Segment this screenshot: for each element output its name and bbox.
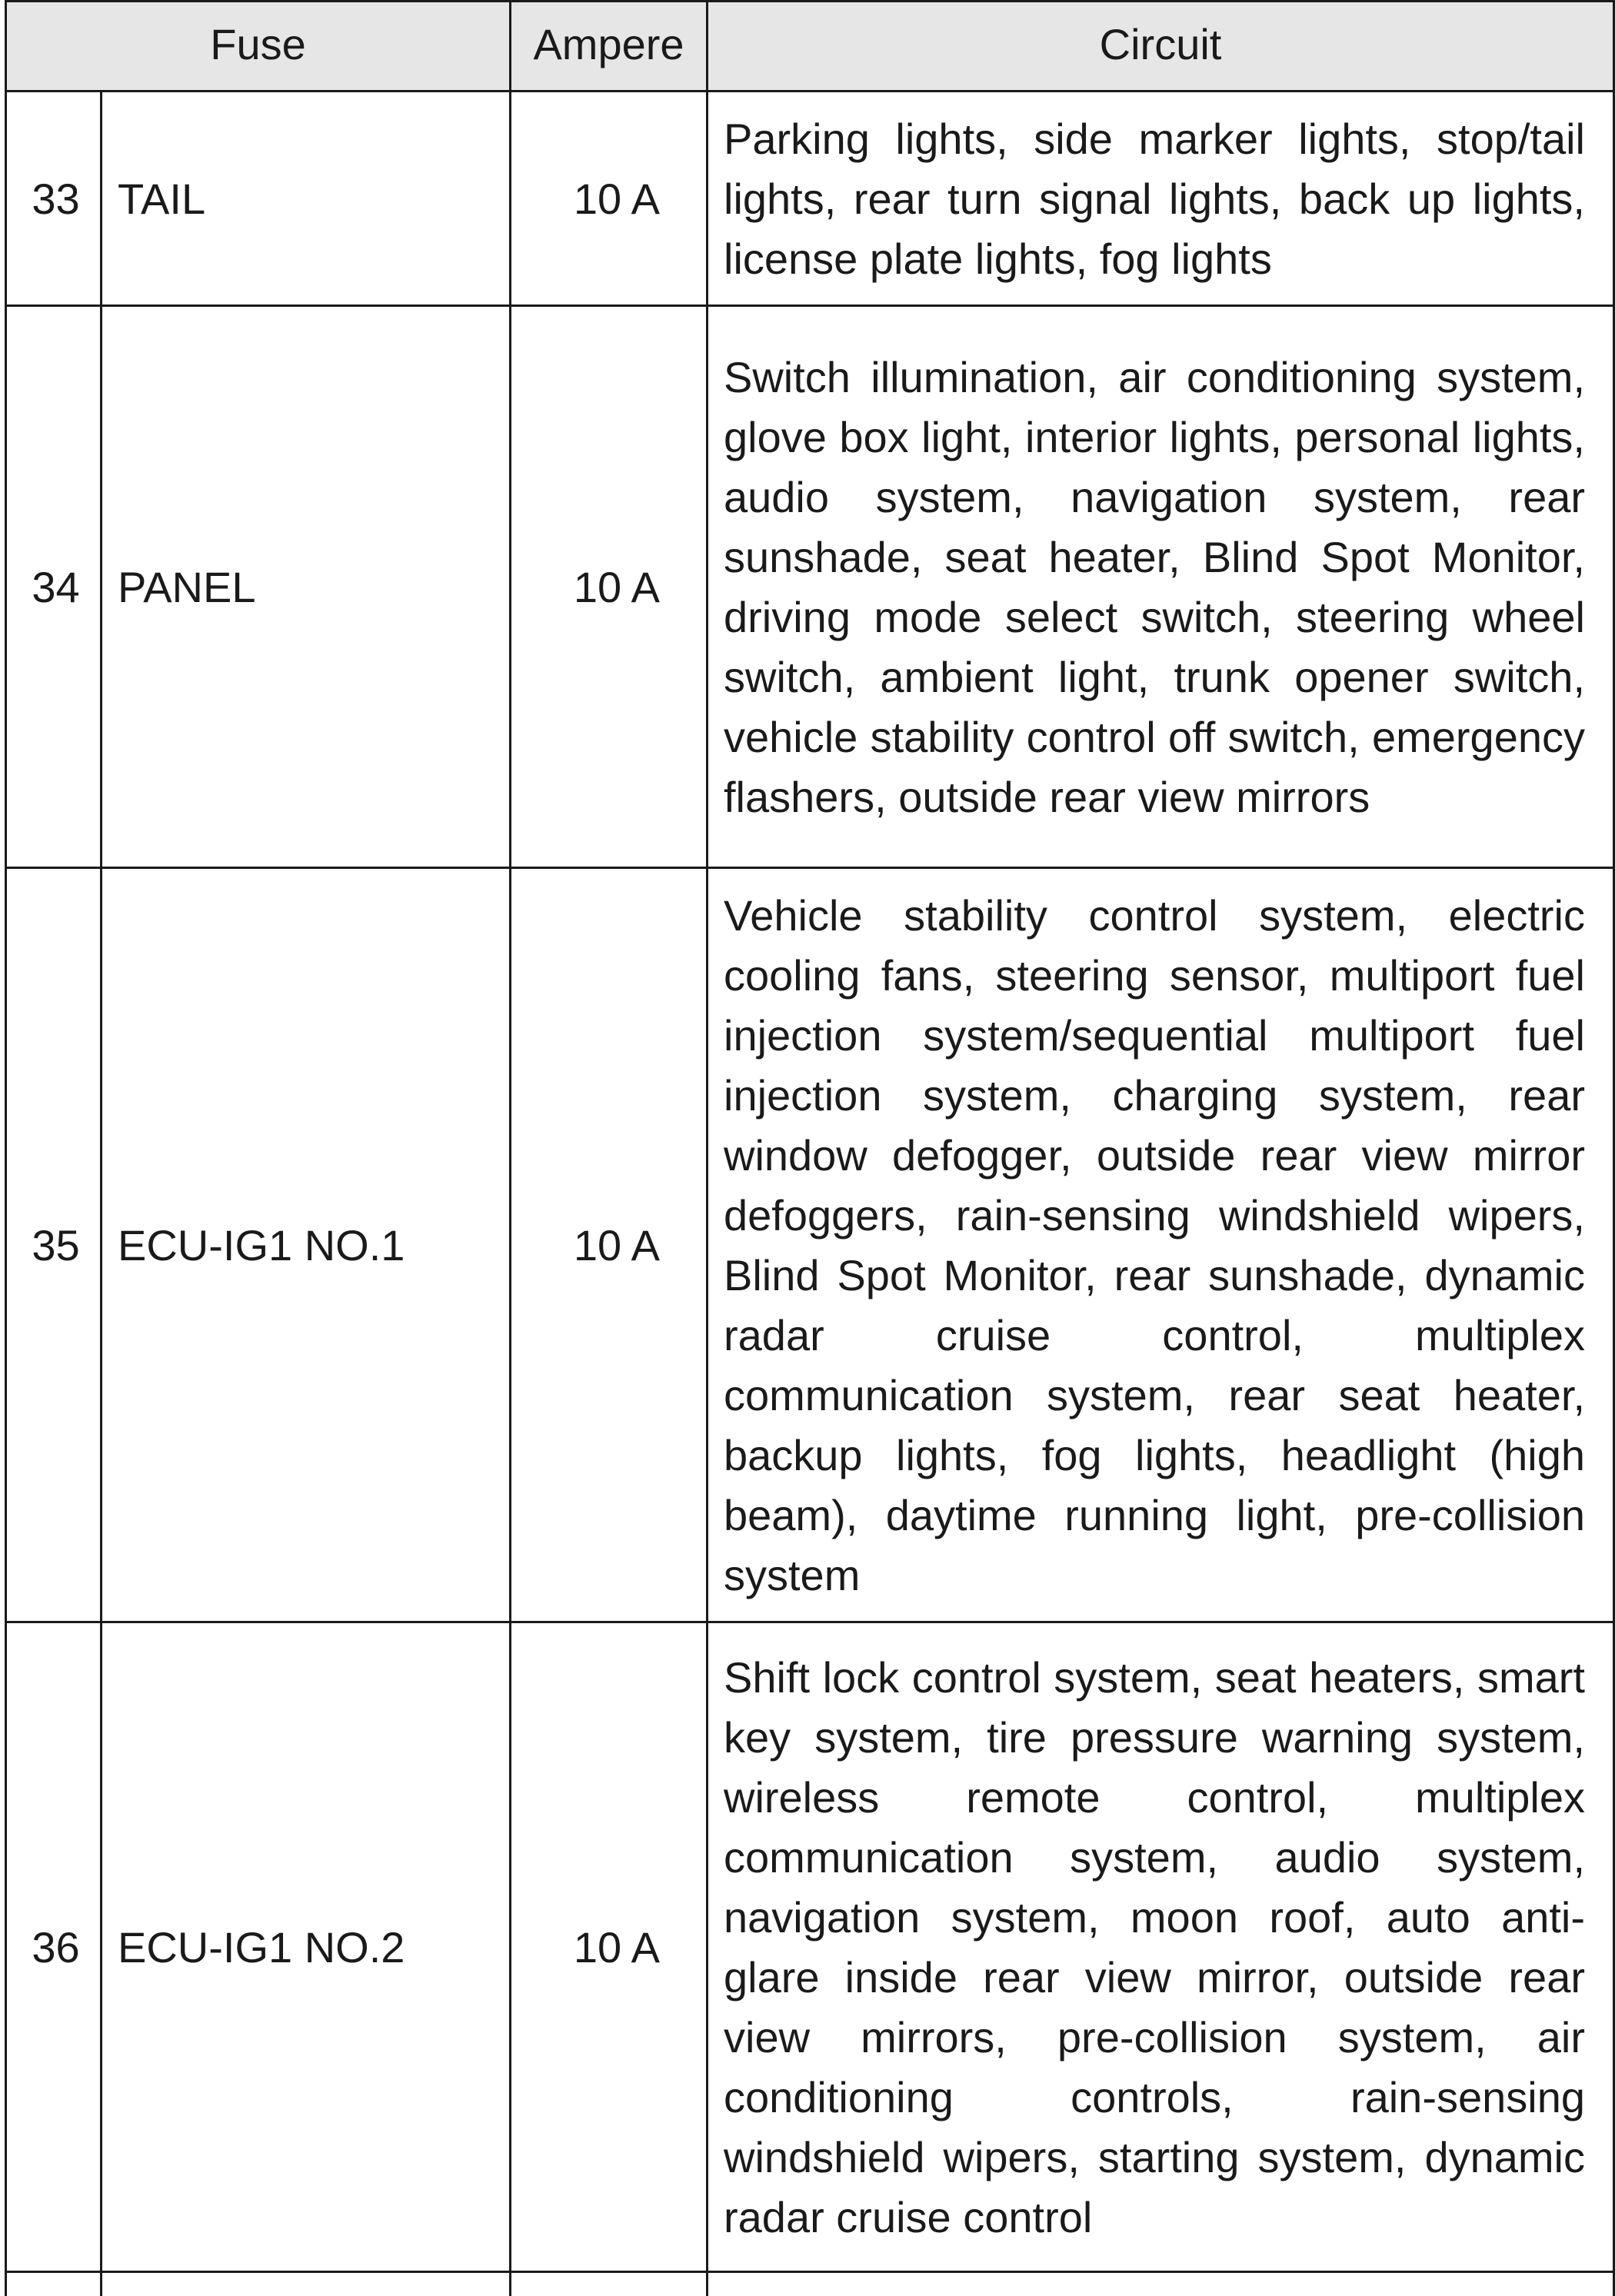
fuse-name: ECU-IG1 NO.2 xyxy=(102,1622,511,2272)
table-row xyxy=(6,92,1614,306)
header-ampere: Ampere xyxy=(511,2,708,92)
table-row xyxy=(6,306,1614,868)
fuse-ampere: 10 A xyxy=(511,92,708,306)
fuse-name: PANEL xyxy=(102,306,511,868)
fuse-ampere: 10 A xyxy=(511,306,708,868)
continuation-cell xyxy=(708,2272,1614,2296)
table-row-continuation xyxy=(6,2272,1614,2296)
fuse-name: ECU-IG1 NO.1 xyxy=(102,868,511,1622)
fuse-number: 35 xyxy=(6,868,102,1622)
table-row xyxy=(6,1622,1614,2272)
fuse-circuit: Shift lock control system, seat heaters, smart key system, tire pressure warning system, wireless remote control, multiplex communication system, audio system, navigation system, moon roof, auto anti-glare inside rear view mirror, outside rear view mirrors, pre-collision system, air conditioning controls, rain-sensing windshield wipers, starting system, dynamic radar cruise control xyxy=(708,1622,1614,2272)
continuation-cell xyxy=(6,2272,102,2296)
table-header xyxy=(6,2,1614,92)
table-row xyxy=(6,868,1614,1622)
fuse-number: 33 xyxy=(6,92,102,306)
table-body xyxy=(6,92,1614,2296)
fuse-table xyxy=(5,0,1615,2296)
header-row xyxy=(6,2,1614,92)
fuse-circuit: Vehicle stability control system, electric cooling fans, steering sensor, multiport fuel injection system/sequential multiport fuel injection system, charging system, rear window defogger, outside rear view mirror defoggers, rain-sensing windshield wipers, Blind Spot Monitor, rear sunshade, dynamic radar cruise control, multiplex communication system, rear seat heater, backup lights, fog lights, headlight (high beam), daytime running light, pre-collision system xyxy=(708,868,1614,1622)
fuse-name: TAIL xyxy=(102,92,511,306)
header-circuit: Circuit xyxy=(708,2,1614,92)
fuse-ampere: 10 A xyxy=(511,868,708,1622)
continuation-cell xyxy=(102,2272,511,2296)
fuse-ampere: 10 A xyxy=(511,1622,708,2272)
fuse-circuit: Switch illumination, air conditioning system, glove box light, interior lights, personal lights, audio system, navigation system, rear sunshade, seat heater, Blind Spot Monitor, driving mode select switch, steering wheel switch, ambient light, trunk opener switch, vehicle stability control off switch, emergency flashers, outside rear view mirrors xyxy=(708,306,1614,868)
header-fuse: Fuse xyxy=(6,2,511,92)
continuation-cell xyxy=(511,2272,708,2296)
fuse-circuit: Parking lights, side marker lights, stop/tail lights, rear turn signal lights, back up lights, license plate lights, fog lights xyxy=(708,92,1614,306)
fuse-number: 34 xyxy=(6,306,102,868)
fuse-number: 36 xyxy=(6,1622,102,2272)
